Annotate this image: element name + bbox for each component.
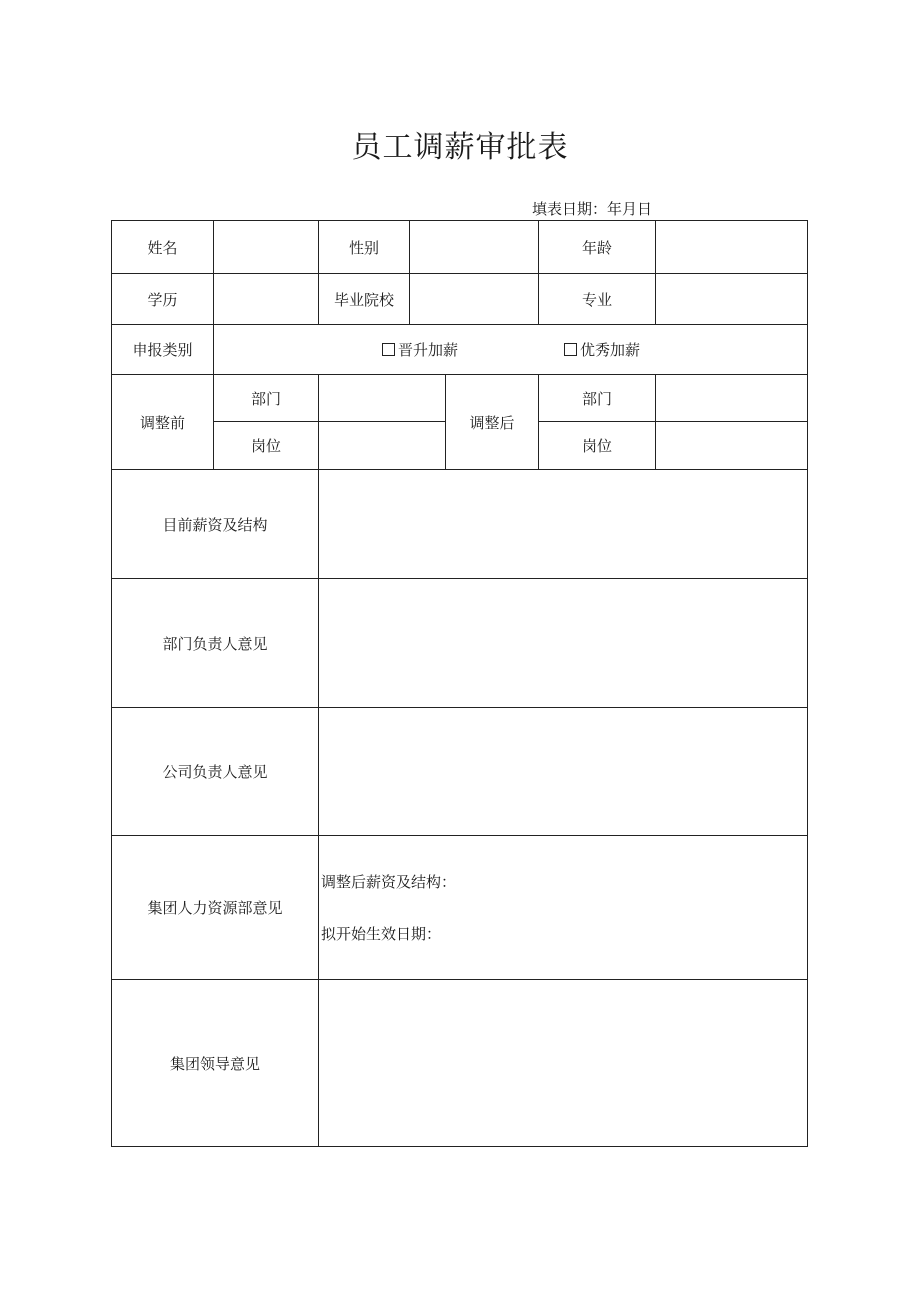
education-label: 学历 bbox=[112, 274, 214, 325]
hr-dept-label: 集团人力资源部意见 bbox=[112, 836, 319, 980]
major-label: 专业 bbox=[539, 274, 656, 325]
gender-field[interactable] bbox=[410, 221, 539, 274]
school-field[interactable] bbox=[410, 274, 539, 325]
company-head-label: 公司负责人意见 bbox=[112, 708, 319, 836]
before-post-field[interactable] bbox=[319, 422, 446, 470]
type-options bbox=[214, 325, 807, 375]
merit-raise-option[interactable] bbox=[564, 325, 640, 374]
promotion-raise-option[interactable] bbox=[382, 325, 458, 374]
page-title: 员工调薪审批表 bbox=[351, 130, 569, 165]
fill-date-label: 填表日期：年月日 bbox=[532, 200, 653, 218]
group-leader-label: 集团领导意见 bbox=[112, 980, 319, 1146]
after-post-label: 岗位 bbox=[539, 422, 656, 470]
age-field[interactable] bbox=[656, 221, 807, 274]
dept-head-label: 部门负责人意见 bbox=[112, 579, 319, 708]
adjusted-salary-line: 调整后薪资及结构： bbox=[321, 873, 457, 891]
promotion-raise-label: 晋升加薪 bbox=[398, 341, 459, 359]
name-field[interactable] bbox=[214, 221, 319, 274]
dept-head-field[interactable] bbox=[319, 579, 807, 708]
type-label: 申报类别 bbox=[112, 325, 214, 375]
after-post-field[interactable] bbox=[656, 422, 807, 470]
major-field[interactable] bbox=[656, 274, 807, 325]
group-leader-field[interactable] bbox=[319, 980, 807, 1146]
gender-label: 性别 bbox=[319, 221, 410, 274]
hr-dept-field[interactable] bbox=[319, 836, 807, 980]
checkbox-icon[interactable] bbox=[382, 343, 395, 356]
effective-date-line: 拟开始生效日期： bbox=[321, 925, 442, 943]
after-label: 调整后 bbox=[446, 375, 539, 470]
name-label: 姓名 bbox=[112, 221, 214, 274]
school-label: 毕业院校 bbox=[319, 274, 410, 325]
before-dept-field[interactable] bbox=[319, 375, 446, 422]
current-salary-label: 目前薪资及结构 bbox=[112, 470, 319, 579]
checkbox-icon[interactable] bbox=[564, 343, 577, 356]
before-dept-label: 部门 bbox=[214, 375, 319, 422]
after-dept-field[interactable] bbox=[656, 375, 807, 422]
approval-form bbox=[111, 220, 808, 1147]
age-label: 年龄 bbox=[539, 221, 656, 274]
before-post-label: 岗位 bbox=[214, 422, 319, 470]
company-head-field[interactable] bbox=[319, 708, 807, 836]
merit-raise-label: 优秀加薪 bbox=[580, 341, 641, 359]
education-field[interactable] bbox=[214, 274, 319, 325]
after-dept-label: 部门 bbox=[539, 375, 656, 422]
before-label: 调整前 bbox=[112, 375, 214, 470]
current-salary-field[interactable] bbox=[319, 470, 807, 579]
